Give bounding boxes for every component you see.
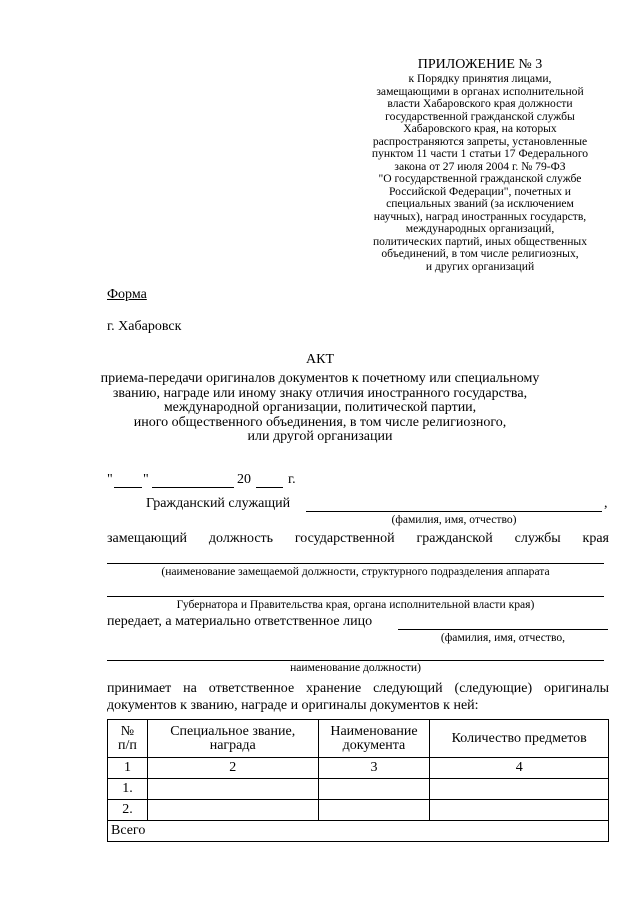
receiver-name-hint: (фамилия, имя, отчество, [440,631,566,644]
servant-label: Гражданский служащий [146,496,291,511]
table-header-row [108,720,609,758]
position-field-1[interactable] [107,563,604,564]
date-month-field[interactable] [152,487,234,488]
appendix-line: и других организаций [425,259,535,273]
act-subtitle-line: иного общественного объединения, в том числе религиозного, [133,414,507,430]
table-cell[interactable] [147,779,318,800]
table-total-row [108,821,609,842]
receiver-name-field[interactable] [398,629,608,630]
position-field-2[interactable] [107,596,604,597]
items-table [107,719,609,842]
header-text: Специальное звание, [170,723,296,739]
position-hint-1: (наименование замещаемой должности, структурного подразделения аппарата [161,565,550,578]
servant-comma: , [604,496,608,511]
receiver-position-hint: наименование должности) [290,661,421,674]
column-number: 4 [430,758,609,779]
position-word: гражданской [416,531,493,546]
statement-line-2: документов к званию, награде и оригиналы документов к ней: [107,698,479,713]
position-word: должность [208,531,274,546]
table-cell[interactable] [430,779,609,800]
appendix-line: к Порядку принятия лицами, [408,72,552,85]
column-number: 2 [147,758,318,779]
row-number: 2. [108,800,148,821]
table-cell[interactable] [318,800,430,821]
position-word: замещающий [107,531,188,546]
date-year-field[interactable] [256,487,283,488]
statement-line-1: принимает на ответственное хранение следующий (следующие) оригиналы [107,681,609,696]
table-column-numbers-row [108,758,609,779]
position-word: службы [514,531,561,546]
table-row [108,779,609,800]
header-text: документа [342,737,406,753]
form-label: Форма [107,287,147,302]
servant-name-field[interactable] [306,511,602,512]
appendix-block [335,56,625,273]
appendix-title: ПРИЛОЖЕНИЕ № 3 [417,57,543,72]
appendix-line: "О государственной гражданской службе [378,172,582,185]
header-title [147,720,318,758]
table-row [108,800,609,821]
act-subtitle-line: званию, награде или иному знаку отличия иностранного государства, [112,385,528,401]
table-cell[interactable] [147,800,318,821]
header-text: № [120,723,135,739]
receiver-prefix: передает, а материально ответственное лицо [107,614,373,629]
city-label: г. Хабаровск [107,319,182,334]
appendix-line: международных организаций, [405,222,555,235]
header-quantity [430,720,609,758]
appendix-line: пунктом 11 части 1 статьи 17 Федерального [371,147,589,160]
appendix-line: Хабаровского края, на которых [403,122,557,135]
appendix-text [335,73,625,273]
date-close-quote: " [143,472,149,487]
header-text: п/п [118,737,137,753]
header-number [108,720,148,758]
appendix-line: замещающими в органах исполнительной [376,84,584,98]
appendix-line: государственной гражданской службы [385,109,575,123]
total-label: Всего [108,821,609,842]
act-subtitle-line: или другой организации [247,429,393,445]
appendix-line: власти Хабаровского края должности [387,97,573,110]
header-document [318,720,430,758]
header-text: Наименование [330,723,418,739]
date-year-prefix: 20 [237,472,251,487]
act-subtitle-line: приема-передачи оригиналов документов к почетному или специальному [100,371,540,386]
act-subtitle-line: международной организации, политической партии, [163,400,477,416]
appendix-line: научных), наград иностранных государств, [373,209,587,223]
position-word: государственной [294,531,395,546]
appendix-line: распространяются запреты, установленные [372,134,588,148]
column-number: 3 [318,758,430,779]
appendix-line: политических партий, иных общественных [372,234,588,248]
date-day-field[interactable] [114,487,142,488]
position-hint-2: Губернатора и Правительства края, органа исполнительной власти края) [176,598,535,611]
position-word: края [582,531,609,546]
column-number: 1 [108,758,148,779]
row-number: 1. [108,779,148,800]
act-title: АКТ [306,352,334,367]
act-subtitle [100,372,540,445]
appendix-line: объединений, в том числе религиозных, [381,247,579,260]
appendix-line: Российской Федерации", почетных и [389,184,571,198]
header-text: награда [209,737,256,753]
header-text: Количество предметов [451,730,587,746]
appendix-line: закона от 27 июля 2004 г. № 79-ФЗ [394,159,566,173]
date-year-suffix: г. [288,472,296,487]
position-line [107,531,609,547]
appendix-line: специальных званий (за исключением [386,197,574,210]
servant-name-hint: (фамилия, имя, отчество) [391,513,517,526]
date-open-quote: " [107,472,113,487]
table-cell[interactable] [430,800,609,821]
table-cell[interactable] [318,779,430,800]
